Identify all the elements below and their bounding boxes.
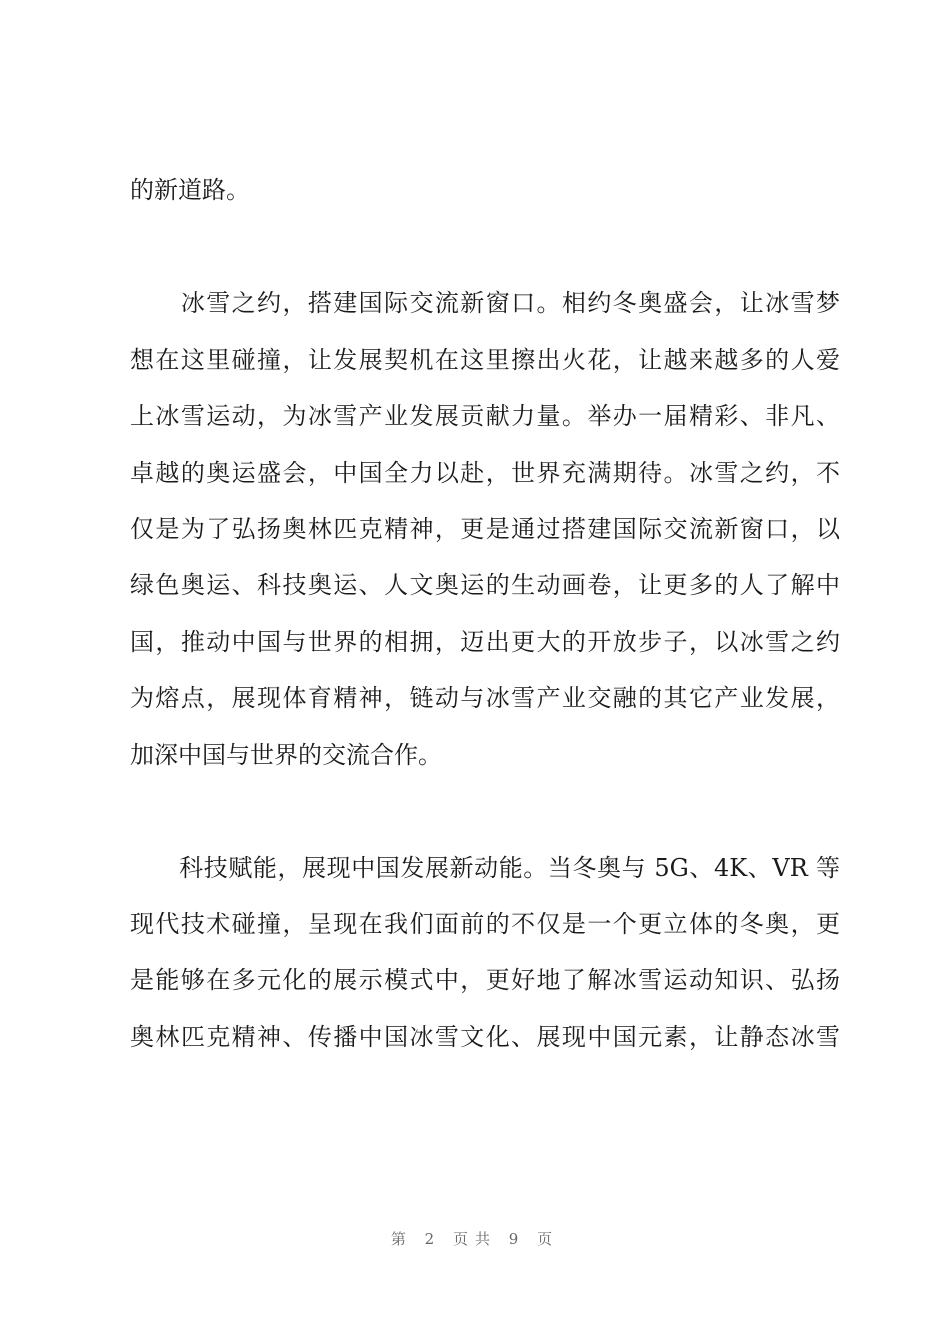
- text-line: 奥林匹克精神、传播中国冰雪文化、展现中国元素，让静态冰雪: [130, 1023, 840, 1051]
- page-footer: 第 2 页共 9 页: [390, 1230, 560, 1248]
- text-line: 为熔点，展现体育精神，链动与冰雪产业交融的其它产业发展，: [130, 684, 840, 712]
- text-line: 冰雪之约，搭建国际交流新窗口。相约冬奥盛会，让冰雪梦: [130, 289, 840, 317]
- text-line: 的新道路。: [130, 176, 250, 204]
- text-line: 科技赋能，展现中国发展新动能。当冬奥与 5G、4K、VR 等: [130, 854, 840, 882]
- text-line: 上冰雪运动，为冰雪产业发展贡献力量。举办一届精彩、非凡、: [130, 402, 840, 430]
- text-line: 绿色奥运、科技奥运、人文奥运的生动画卷，让更多的人了解中: [130, 571, 840, 599]
- text-line: 是能够在多元化的展示模式中，更好地了解冰雪运动知识、弘扬: [130, 966, 840, 994]
- text-line: 想在这里碰撞，让发展契机在这里擦出火花，让越来越多的人爱: [130, 346, 840, 374]
- text-line: 国，推动中国与世界的相拥，迈出更大的开放步子，以冰雪之约: [130, 628, 840, 656]
- text-line: 加深中国与世界的交流合作。: [130, 741, 442, 769]
- text-line: 卓越的奥运盛会，中国全力以赴，世界充满期待。冰雪之约，不: [130, 459, 840, 487]
- text-line: 现代技术碰撞，呈现在我们面前的不仅是一个更立体的冬奥，更: [130, 910, 840, 938]
- text-line: 仅是为了弘扬奥林匹克精神，更是通过搭建国际交流新窗口，以: [130, 515, 840, 543]
